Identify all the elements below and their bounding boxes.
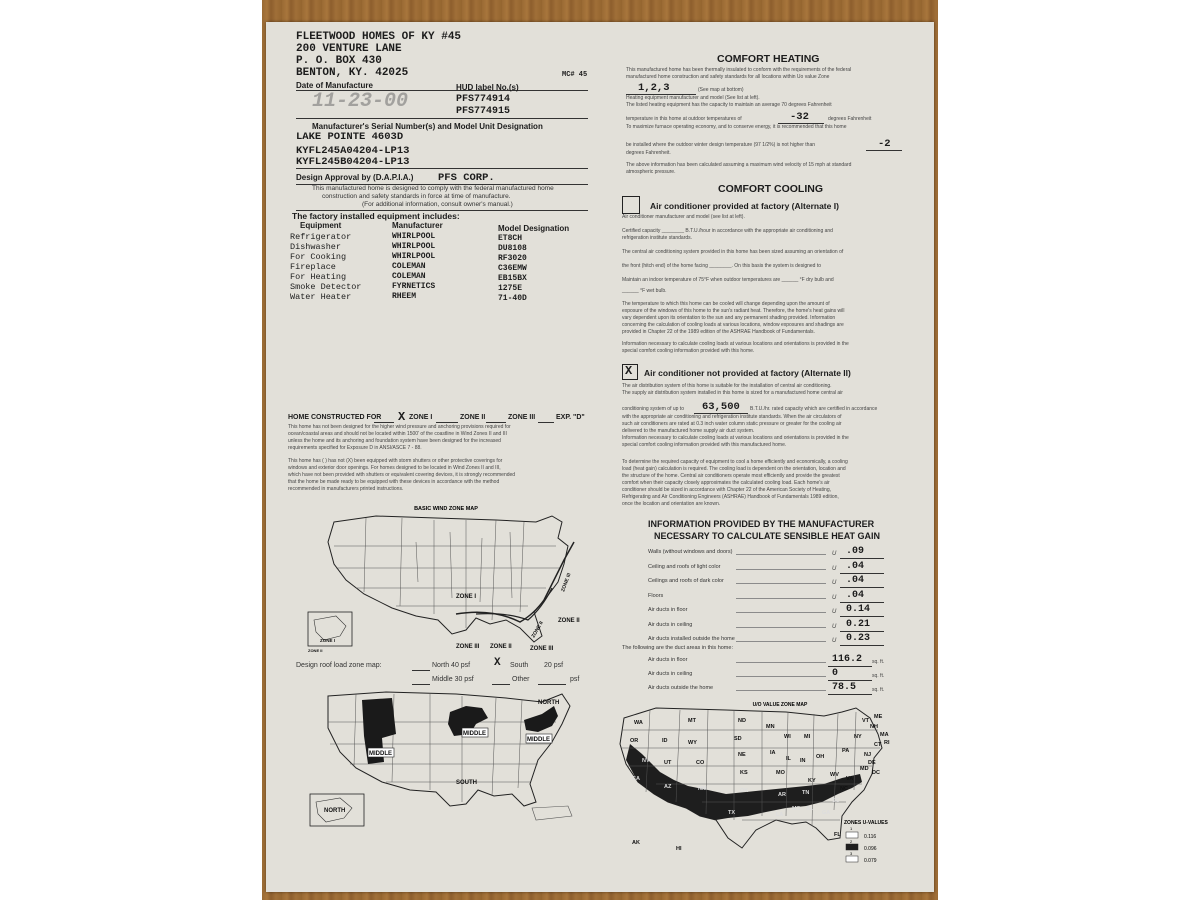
cooling-text: The supply air distribution system installed in this home is sized for a manufactured home central air [622, 390, 843, 396]
state-label-al: AL [806, 806, 814, 812]
map-label: ZONE III [456, 644, 480, 650]
u-value-label: Floors [648, 592, 664, 599]
state-label-la: LA [776, 812, 784, 818]
equipment-name: For Heating [290, 272, 347, 282]
cooling-text: load (heat gain) calculation is required. The cooling load is dependent on the orientation, location and [622, 466, 846, 472]
leader-dots [736, 641, 826, 642]
column-header: Model Designation [498, 224, 570, 233]
design-temp-value: -2 [878, 138, 891, 150]
cooling-text: The air distribution system of this home is suitable for the installation of central air conditioning. [622, 383, 832, 389]
blank-line [840, 587, 884, 588]
cooling-text: delivered to the manufactured home supply air duct system. [622, 428, 755, 434]
heating-text: temperature in this home at outdoor temperatures of [626, 116, 742, 122]
equipment-heading: The factory installed equipment includes: [292, 211, 460, 221]
zone-legend [844, 820, 888, 864]
state-label-vt: VT [862, 718, 870, 724]
compliance-text: (For additional information, consult owner's manual.) [362, 201, 513, 208]
roof-option: North 40 psf [432, 662, 471, 669]
u-value-label: Air ducts installed outside the home [648, 636, 735, 642]
leader-dots [736, 627, 826, 628]
roof-option: psf [570, 676, 580, 683]
leader-dots [736, 554, 826, 555]
blank-line [840, 573, 884, 574]
map-label: NORTH [324, 808, 346, 814]
legend-zone: 1 [850, 826, 853, 831]
uo-value-zone-map [616, 698, 916, 866]
blank-line [538, 422, 554, 423]
u-value-unit: U [832, 551, 837, 557]
u-value-label: Walls (without windows and doors) [648, 549, 733, 555]
cooling-text: special comfort cooling information provided with this manufactured home. [622, 442, 787, 448]
legend-zone: 3 [850, 851, 853, 856]
duct-area-unit: sq. ft. [872, 659, 885, 665]
roof-option: Middle 30 psf [432, 676, 474, 683]
cooling-text: provided in Chapter 22 of the 1989 edition of the ASHRAE Handbook of Fundamentals. [622, 329, 815, 335]
u-value-label: Ceilings and roofs of dark color [648, 578, 724, 584]
wind-paragraph: unless the home and its anchoring and foundation system have been designed for the increased [288, 438, 501, 444]
state-label-nc: NC [840, 786, 848, 792]
map-label: ZONE II [558, 618, 580, 624]
serial-number: KYFL245A04204-LP13 [296, 145, 410, 157]
state-label-nj: NJ [864, 752, 872, 758]
cooling-text: refrigeration institute standards. [622, 235, 693, 241]
state-label-wv: WV [830, 772, 839, 778]
column-header: Equipment [300, 221, 342, 230]
duct-area-value: 78.5 [832, 682, 857, 693]
map-label: ZONE III [530, 646, 554, 652]
state-label-ak: AK [632, 840, 640, 846]
company-line: 200 VENTURE LANE [296, 43, 402, 55]
legend-title: ZONES U-VALUES [844, 820, 888, 826]
manufacturer-code: MC# 45 [562, 71, 588, 79]
model-name: LAKE POINTE 4603D [296, 131, 404, 143]
serial-number: KYFL245B04204-LP13 [296, 156, 410, 168]
cooling-text: Information necessary to calculate cooling loads at various locations and orientations is provided in the [622, 341, 849, 347]
state-label-mt: MT [688, 718, 696, 724]
heating-title: COMFORT HEATING [717, 53, 820, 65]
state-label-il: IL [786, 756, 791, 762]
state-label-nd: ND [738, 718, 746, 724]
cooling-text: conditioning system of up to [622, 406, 684, 412]
cooling-text: comfort when their capacity closely approximates the calculated cooling load. Each home's air [622, 480, 830, 486]
wind-paragraph: ocean/coastal areas and should not be located within 1500' of the coastline in Wind Zones II and III [288, 431, 507, 437]
duct-area-unit: sq. ft. [872, 673, 885, 679]
u-value-label: Ceiling and roofs of light color [648, 563, 721, 570]
blank-line [866, 150, 902, 151]
heating-text: be installed where the outdoor winter design temperature (97 1/2%) is not higher than [626, 142, 816, 148]
leader-dots [736, 676, 826, 677]
state-label-id: ID [662, 738, 668, 744]
blank-line [436, 422, 458, 423]
state-label-ga: GA [822, 810, 831, 816]
state-label-ms: MS [792, 806, 801, 812]
duct-area-value: 116.2 [832, 654, 863, 665]
rule [296, 118, 588, 119]
outdoor-temp-value: -32 [790, 111, 809, 123]
leader-dots [736, 662, 826, 663]
leader-dots [736, 583, 826, 584]
zone-boundary [456, 542, 574, 622]
cooling-text: with the appropriate air conditioning and refrigeration institute standards. When the air circulators of [622, 414, 842, 420]
cooling-text: concerning the calculation of cooling loads at various locations, window exposures and shadings are [622, 322, 844, 328]
state-label-ok: OK [740, 788, 749, 794]
zone-mark: X [398, 410, 406, 424]
cooling-text: B.T.U./hr. rated capacity which are certified in accordance [750, 406, 878, 412]
cooling-text: Maintain an indoor temperature of 75°F when outdoor temperatures are ______ °F dry bulb and [622, 277, 834, 283]
duct-label: Air ducts in floor [648, 657, 688, 663]
date-label: Date of Manufacture [296, 81, 373, 90]
u-value-unit: U [832, 638, 837, 644]
heating-text: degrees Fahrenheit. [626, 150, 671, 156]
roof-mark: X [494, 657, 501, 669]
state-label-ar: AR [778, 792, 786, 798]
blank-line [486, 422, 506, 423]
cooling-text: Refrigerating and Air Conditioning Engineers (ASHRAE) Handbook of Fundamentals 1989 edition, [622, 494, 839, 500]
state-label-or: OR [630, 738, 639, 744]
blank-line [412, 670, 430, 671]
alternate-2-label: Air conditioner not provided at factory (Alternate II) [644, 368, 851, 378]
map-label: MIDDLE [369, 751, 392, 757]
u-value-unit: U [832, 565, 837, 572]
cooling-text: Air conditioner manufacturer and model (see list at left). [622, 214, 745, 220]
heating-text: degrees Fahrenheit [828, 116, 872, 122]
cooling-text: the structure of the home. Central air conditioners operate most efficiently and provide the greatest [622, 473, 840, 479]
state-label-ma: MA [880, 732, 889, 738]
u-value-number: .09 [846, 546, 865, 557]
u-value-unit: U [832, 580, 837, 586]
shutter-paragraph: that the home be made ready to be equipped with these devices in accordance with the method [288, 479, 500, 485]
u-value-label: Air ducts in floor [648, 607, 688, 613]
hud-value: PFS774914 [456, 94, 511, 105]
leader-dots [736, 598, 826, 599]
equipment-model: ET8CH [498, 234, 523, 243]
map-title: U/O VALUE ZONE MAP [752, 702, 808, 708]
u-value-label: Air ducts in ceiling [648, 621, 693, 628]
rule [296, 168, 588, 169]
puerto-rico-inset [532, 806, 572, 820]
shutter-paragraph: which have not been provided with shutters or equivalent covering devices, it is strongly recommended [288, 472, 516, 478]
serial-label: Manufacturer's Serial Number(s) and Model Unit Designation [312, 122, 543, 131]
duct-heading: The following are the duct areas in this home: [622, 645, 733, 651]
equipment-manufacturer: RHEEM [392, 292, 417, 301]
state-label-va: VA [846, 776, 854, 782]
state-label-co: CO [696, 760, 705, 766]
heating-text: manufactured home construction and safety standards for all locations within Uo value Zone [626, 74, 830, 80]
roof-option: 20 psf [544, 662, 564, 669]
equipment-name: Smoke Detector [290, 282, 362, 292]
state-label-nm: NM [698, 786, 707, 792]
equipment-manufacturer: WHIRLPOOL [392, 232, 436, 241]
alaska-shape [314, 616, 346, 640]
heating-text: This manufactured home has been thermally insulated to conform with the requirements of the federal [626, 67, 852, 73]
alternate-1-checkbox[interactable] [622, 196, 640, 214]
legend-value: 0.096 [864, 846, 877, 852]
blank-line [840, 558, 884, 559]
cooling-title: COMFORT COOLING [718, 183, 823, 195]
equipment-manufacturer: WHIRLPOOL [392, 252, 436, 261]
map-label: ZONE II [490, 644, 512, 650]
duct-label: Air ducts in ceiling [648, 671, 693, 677]
company-line: BENTON, KY. 42025 [296, 67, 409, 79]
cooling-text: Information necessary to calculate cooling loads at various locations and orientations is provided in the [622, 435, 849, 441]
state-borders [328, 694, 556, 802]
leader-dots [736, 612, 826, 613]
state-label-in: IN [800, 758, 806, 764]
uo-zone-value: 1,2,3 [638, 82, 670, 94]
alternate-2-mark: X [625, 364, 633, 378]
u-value-number: 0.14 [846, 604, 871, 615]
legend-value: 0.079 [864, 858, 877, 864]
zone-option: ZONE III [508, 414, 536, 421]
state-label-ri: RI [884, 740, 890, 746]
equipment-model: RF3020 [498, 254, 527, 263]
state-label-me: ME [874, 714, 883, 720]
duct-label: Air ducts outside the home [648, 685, 714, 691]
heating-text: To maximize furnace operating economy, and to conserve energy, it is recommended that this home [626, 124, 847, 130]
state-label-ut: UT [664, 760, 672, 766]
equipment-model: DU8108 [498, 244, 527, 253]
date-value: 11-23-00 [312, 90, 409, 113]
blank-line [828, 680, 872, 681]
state-label-ne: NE [738, 752, 746, 758]
map-title: BASIC WIND ZONE MAP [414, 506, 478, 512]
construction-label: HOME CONSTRUCTED FOR [288, 414, 382, 421]
cooling-text: conditioner should be sized in accordance with Chapter 22 of the American Society of Heating, [622, 487, 832, 493]
equipment-manufacturer: FYRNETICS [392, 282, 436, 291]
state-label-ia: IA [770, 750, 776, 756]
state-label-oh: OH [816, 754, 825, 760]
state-label-mi: MI [804, 734, 811, 740]
state-label-dc: DC [872, 770, 880, 776]
u-value-number: .04 [846, 575, 865, 586]
state-label-sd: SD [734, 736, 742, 742]
state-label-ks: KS [740, 770, 748, 776]
hud-label: HUD label No.(s) [456, 83, 519, 92]
map-label: ZONE II [308, 648, 323, 653]
heating-text: Heating equipment manufacturer and model (See list at left). [626, 95, 760, 101]
map-label: SOUTH [456, 780, 477, 786]
state-label-ct: CT [874, 742, 882, 748]
heating-text: atmospheric pressure. [626, 169, 676, 175]
map-label: ZONE I [320, 638, 336, 643]
equipment-manufacturer: WHIRLPOOL [392, 242, 436, 251]
equipment-name: For Cooking [290, 252, 347, 262]
state-label-tn: TN [802, 790, 810, 796]
state-label-mn: MN [766, 724, 775, 730]
company-line: P. O. BOX 430 [296, 55, 382, 67]
u-value-number: 0.23 [846, 633, 871, 644]
roof-load-map [306, 684, 582, 830]
equipment-model: EB15BX [498, 274, 527, 283]
compliance-text: construction and safety standards in force at time of manufacture. [322, 193, 511, 200]
data-plate-document [266, 22, 934, 892]
u-value-number: .04 [846, 560, 865, 572]
cooling-text: such air conditioners are rated at 0.3 inch water column static pressure or greater for the cooling air [622, 421, 842, 427]
cooling-text: Certified capacity ________ B.T.U./hour in accordance with the appropriate air conditioning and [622, 228, 833, 234]
cooling-text: The central air conditioning system provided in this home has been sized assuming an orientation of [622, 249, 844, 255]
duct-area-value: 0 [832, 668, 839, 679]
dapia-label: Design Approval by (D.A.P.I.A.) [296, 173, 414, 182]
state-label-nv: NV [642, 758, 650, 764]
state-label-tx: TX [728, 810, 736, 816]
leader-dots [736, 569, 826, 570]
state-label-az: AZ [664, 784, 672, 790]
equipment-manufacturer: COLEMAN [392, 262, 426, 271]
blank-line [840, 602, 884, 603]
blank-line [840, 616, 884, 617]
state-label-de: DE [868, 760, 876, 766]
zone-option: ZONE II [460, 414, 486, 421]
duct-area-unit: sq. ft. [872, 687, 885, 693]
roof-label: Design roof load zone map: [296, 662, 382, 669]
map-label: MIDDLE [527, 737, 550, 743]
roof-option: Other [512, 676, 530, 683]
legend-value: 0.116 [864, 834, 877, 840]
blank-line [374, 422, 394, 423]
legend-swatch [846, 844, 858, 850]
state-label-ky: KY [808, 778, 816, 784]
u-value-number: 0.21 [846, 618, 871, 630]
blank-line [840, 645, 884, 646]
blank-line [840, 631, 884, 632]
blank-line [828, 694, 872, 695]
state-label-nh: NH [870, 724, 878, 730]
hud-value: PFS774915 [456, 106, 511, 117]
shutter-paragraph: windows and exterior door openings. For homes designed to be located in Wind Zones II and III, [288, 465, 501, 471]
column-header: Manufacturer [392, 221, 443, 230]
wind-paragraph: This home has not been designed for the higher wind pressure and anchoring provisions required for [288, 424, 511, 430]
map-label: ZONE I [456, 594, 477, 600]
middle-zone-east [524, 706, 558, 732]
heating-text: The above information has been calculated assuming a maximum wind velocity of 15 mph at standard [626, 162, 852, 168]
map-label: ZONE II [530, 620, 545, 639]
map-label: MIDDLE [463, 731, 486, 737]
state-label-hi: HI [676, 846, 682, 852]
exposure: EXP. "D" [556, 414, 585, 421]
state-label-wi: WI [784, 734, 791, 740]
cooling-text: ______ °F wet bulb. [622, 288, 667, 294]
equipment-name: Refrigerator [290, 232, 352, 242]
blank-line [828, 666, 872, 667]
cooling-text: exposure of the windows of this home to the sun's radiant heat. Therefore, the home's heat gains will [622, 308, 845, 314]
state-label-sc: SC [832, 798, 840, 804]
shutter-paragraph: This home has ( ) has not (X) been equipped with storm shutters or other protective coverings for [288, 458, 503, 464]
equipment-model: C36EMW [498, 264, 527, 273]
heating-text: (See map at bottom) [698, 87, 744, 93]
equipment-model: 1275E [498, 284, 523, 293]
heat-gain-title: NECESSARY TO CALCULATE SENSIBLE HEAT GAIN [654, 531, 881, 541]
u-value-unit: U [832, 609, 837, 615]
map-label: ZONE III [560, 572, 573, 593]
cooling-text: The temperature to which this home can be cooled will change depending upon the amount of [622, 301, 830, 307]
compliance-text: This manufactured home is designed to comply with the federal manufactured home [312, 185, 554, 192]
heat-gain-title: INFORMATION PROVIDED BY THE MANUFACTURER [648, 519, 875, 529]
equipment-model: 71-40D [498, 294, 527, 303]
legend-swatch [846, 856, 858, 862]
wind-paragraph: requirements specified for Exposure D in ANSI/ASCE 7 - 88. [288, 445, 422, 451]
cooling-text: the front (hitch end) of the home facing ________. On this basis the system is designed to [622, 263, 822, 269]
equipment-name: Water Heater [290, 292, 352, 302]
cooling-text: once the location and orientation are known. [622, 501, 721, 507]
legend-zone: 2 [850, 839, 853, 844]
state-label-wa: WA [634, 720, 643, 726]
state-label-fl: FL [834, 832, 841, 838]
cooling-text: special comfort cooling information provided with this home. [622, 348, 755, 354]
cooling-text: vary dependent upon its orientation to the sun and any permanent shading provided. Information [622, 315, 836, 321]
alternate-1-label: Air conditioner provided at factory (Alternate I) [650, 201, 839, 211]
cooling-text: To determine the required capacity of equipment to cool a home efficiently and economically, a cooling [622, 459, 848, 465]
state-label-mo: MO [776, 770, 785, 776]
legend-swatch [846, 832, 858, 838]
map-label: NORTH [538, 700, 560, 706]
equipment-name: Fireplace [290, 262, 336, 272]
heating-text: The listed heating equipment has the capacity to maintain an average 70 degrees Fahrenheit [626, 102, 832, 108]
state-label-md: MD [860, 766, 869, 772]
shutter-paragraph: recommended in manufacturers printed instructions. [288, 486, 404, 492]
state-label-ny: NY [854, 734, 862, 740]
us-outline [328, 516, 568, 642]
equipment-manufacturer: COLEMAN [392, 272, 426, 281]
company-line: FLEETWOOD HOMES OF KY #45 [296, 31, 462, 43]
state-label-ca: CA [632, 776, 640, 782]
equipment-name: Dishwasher [290, 242, 342, 252]
state-label-pa: PA [842, 748, 850, 754]
u-value-unit: U [832, 623, 837, 630]
u-value-number: .04 [846, 589, 865, 601]
cooling-capacity-value: 63,500 [702, 401, 740, 413]
dapia-value: PFS CORP. [438, 172, 495, 184]
u-value-unit: U [832, 594, 837, 601]
roof-option: South [510, 662, 529, 669]
state-label-wy: WY [688, 740, 697, 746]
state-borders [334, 518, 560, 628]
wind-zone-map [306, 502, 582, 654]
leader-dots [736, 690, 826, 691]
zone-option: ZONE I [409, 414, 433, 421]
